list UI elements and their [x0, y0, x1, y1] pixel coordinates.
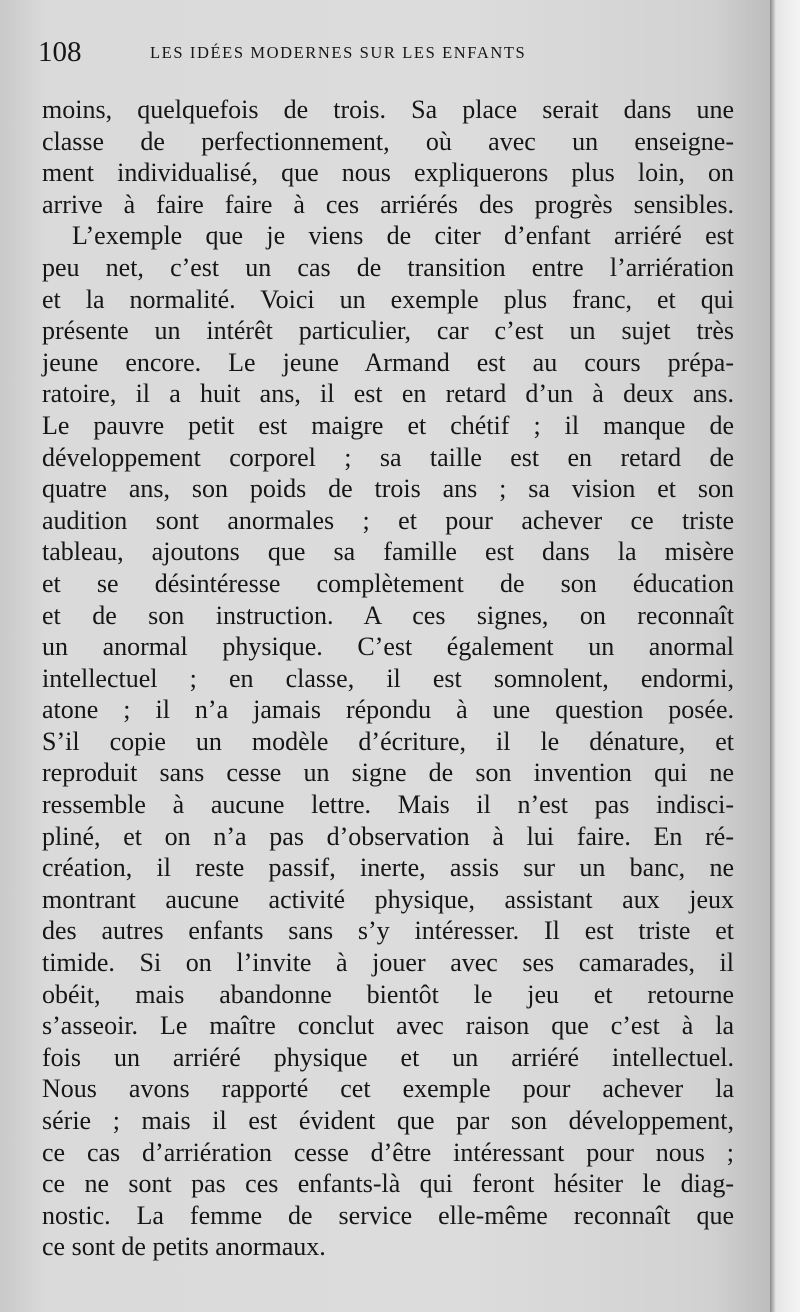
text-line: obéit, mais abandonne bientôt le jeu et retourne	[42, 979, 734, 1009]
text-line: tableau, ajoutons que sa famille est dans la misère	[42, 537, 734, 567]
text-line: nostic. La femme de service elle-même reconnaît que	[42, 1200, 734, 1230]
text-line: montrant aucune activité physique, assistant aux jeux	[42, 884, 734, 914]
text-line: fois un arriéré physique et un arriéré intellectuel.	[42, 1042, 734, 1072]
text-line: création, il reste passif, inerte, assis sur un banc, ne	[42, 853, 734, 883]
text-line: ce sont de petits anormaux.	[42, 1232, 326, 1262]
text-line: ce ne sont pas ces enfants-là qui feront hésiter le diag-	[42, 1169, 734, 1199]
running-title: LES IDÉES MODERNES SUR LES ENFANTS	[150, 43, 527, 62]
paragraph-1	[42, 94, 734, 220]
text-line: jeune encore. Le jeune Armand est au cours prépa-	[42, 347, 734, 377]
text-line: ressemble à aucune lettre. Mais il n’est pas indisci-	[42, 790, 734, 820]
text-line: ment individualisé, que nous expliquerons plus loin, on	[42, 158, 734, 188]
text-line: et se désintéresse complètement de son éducation	[42, 568, 734, 598]
text-line: développement corporel ; sa taille est en retard de	[42, 442, 734, 472]
text-line: des autres enfants sans s’y intéresser. Il est triste et	[42, 916, 734, 946]
text-line: audition sont anormales ; et pour achever ce triste	[42, 505, 734, 535]
text-line: et de son instruction. A ces signes, on reconnaît	[42, 600, 734, 630]
text-line: reproduit sans cesse un signe de son invention qui ne	[42, 758, 734, 788]
text-line: arrive à faire faire à ces arriérés des progrès sensibles.	[42, 189, 734, 219]
text-line: peu net, c’est un cas de transition entre l’arriération	[42, 252, 734, 282]
text-line: atone ; il n’a jamais répondu à une question posée.	[42, 695, 734, 725]
text-line: et la normalité. Voici un exemple plus franc, et qui	[42, 284, 734, 314]
text-line: présente un intérêt particulier, car c’est un sujet très	[42, 316, 734, 346]
text-line: quatre ans, son poids de trois ans ; sa vision et son	[42, 474, 734, 504]
body-text	[42, 94, 734, 1263]
text-line: Nous avons rapporté cet exemple pour achever la	[42, 1074, 734, 1104]
text-line: intellectuel ; en classe, il est somnolent, endormi,	[42, 663, 734, 693]
text-line: série ; mais il est évident que par son développement,	[42, 1106, 734, 1135]
page-header	[38, 34, 678, 70]
text-line: timide. Si on l’invite à jouer avec ses camarades, il	[42, 948, 734, 978]
text-line: ratoire, il a huit ans, il est en retard d’un à deux ans.	[42, 379, 734, 409]
page-edge	[770, 0, 800, 1312]
page-number: 108	[38, 36, 82, 68]
paragraph-2	[42, 220, 734, 1263]
text-line: S’il copie un modèle d’écriture, il le dénature, et	[42, 726, 734, 756]
text-line: s’asseoir. Le maître conclut avec raison que c’est à la	[42, 1011, 734, 1041]
text-line: Le pauvre petit est maigre et chétif ; il manque de	[42, 410, 734, 440]
text-line: ce cas d’arriération cesse d’être intéressant pour nous ;	[42, 1137, 734, 1167]
text-line: un anormal physique. C’est également un anormal	[42, 632, 734, 662]
text-line: pliné, et on n’a pas d’observation à lui faire. En ré-	[42, 821, 734, 851]
text-line: L’exemple que je viens de citer d’enfant arriéré est	[72, 221, 734, 251]
text-line: classe de perfectionnement, où avec un enseigne-	[42, 126, 734, 156]
text-line: moins, quelquefois de trois. Sa place serait dans une	[42, 95, 734, 124]
